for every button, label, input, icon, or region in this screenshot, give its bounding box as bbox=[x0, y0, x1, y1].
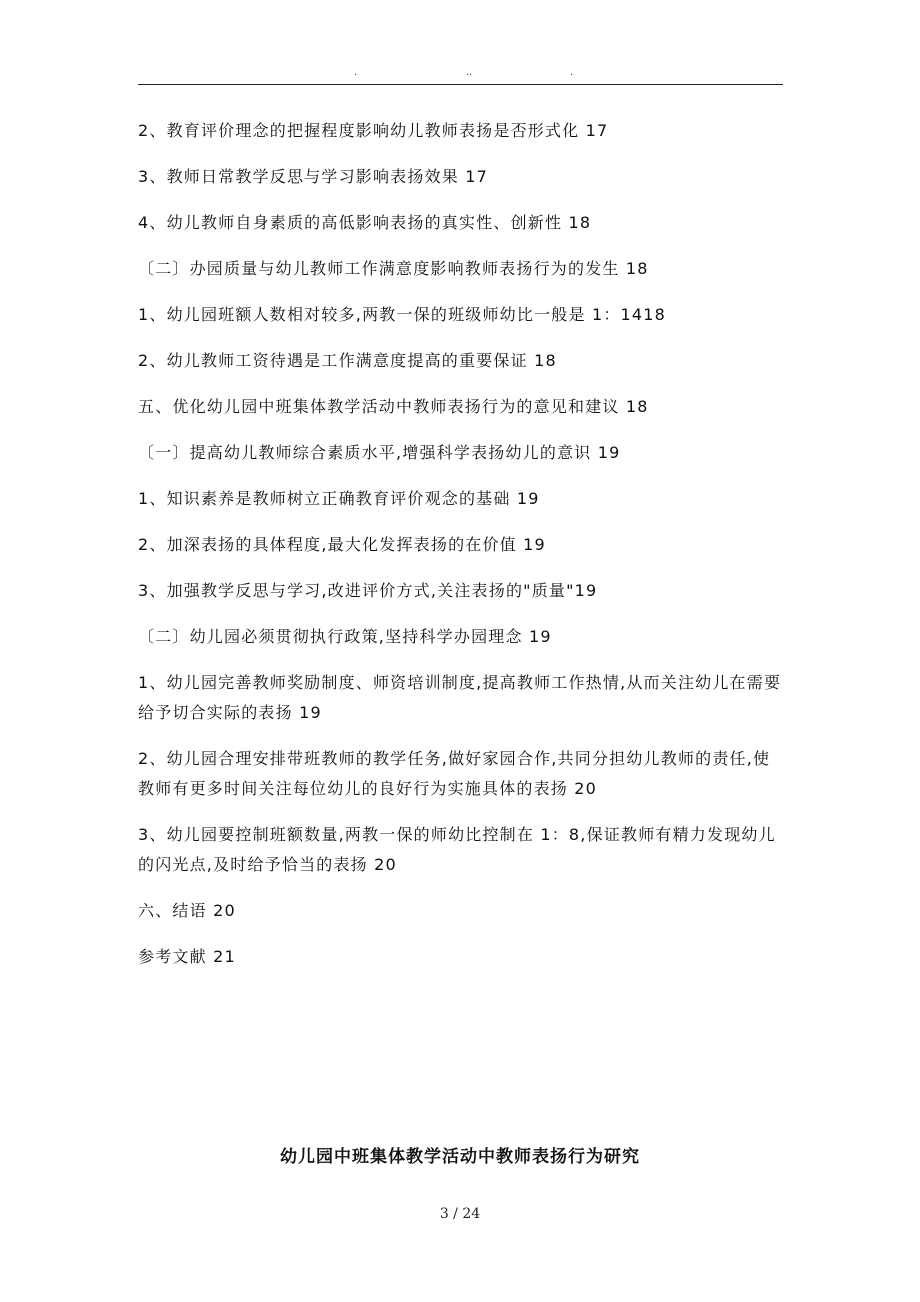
toc-entry: 2、幼儿教师工资待遇是工作满意度提高的重要保证 18 bbox=[138, 351, 557, 370]
header-dot: .. bbox=[466, 67, 473, 78]
toc-entry: 3、加强教学反思与学习,改进评价方式,关注表扬的"质量"19 bbox=[138, 581, 598, 600]
toc-entry: 2、教育评价理念的把握程度影响幼儿教师表扬是否形式化 17 bbox=[138, 121, 609, 140]
header-dot: . bbox=[354, 67, 358, 78]
toc-entry: 1、幼儿园班额人数相对较多,两教一保的班级师幼比一般是 1：1418 bbox=[138, 305, 667, 324]
toc-entry: 〔一〕提高幼儿教师综合素质水平,增强科学表扬幼儿的意识 19 bbox=[138, 443, 621, 462]
toc-entry: 1、知识素养是教师树立正确教育评价观念的基础 19 bbox=[138, 489, 540, 508]
toc-entry: 六、结语 20 bbox=[138, 901, 236, 920]
toc-entry: 参考文献 21 bbox=[138, 947, 236, 966]
toc-entry: 〔二〕办园质量与幼儿教师工作满意度影响教师表扬行为的发生 18 bbox=[138, 259, 649, 278]
toc-entry: 3、幼儿园要控制班额数量,两教一保的师幼比控制在 1：8,保证教师有精力发现幼儿的闪光点,及时给予恰当的表扬 20 bbox=[138, 825, 776, 874]
document-title: 幼儿园中班集体教学活动中教师表扬行为研究 bbox=[280, 1147, 640, 1167]
page-header bbox=[138, 62, 783, 85]
toc-entry: 〔二〕幼儿园必须贯彻执行政策,坚持科学办园理念 19 bbox=[138, 627, 552, 646]
toc-entry: 2、加深表扬的具体程度,最大化发挥表扬的在价值 19 bbox=[138, 535, 546, 554]
toc-entry: 3、教师日常教学反思与学习影响表扬效果 17 bbox=[138, 167, 489, 186]
header-dot: . bbox=[570, 67, 574, 78]
toc-entry: 2、幼儿园合理安排带班教师的教学任务,做好家园合作,共同分担幼儿教师的责任,使教师有更多时间关注每位幼儿的良好行为实施具体的表扬 20 bbox=[138, 749, 771, 798]
toc-entry: 五、优化幼儿园中班集体教学活动中教师表扬行为的意见和建议 18 bbox=[138, 397, 649, 416]
table-of-contents bbox=[138, 116, 783, 988]
page-number: 3 / 24 bbox=[439, 1206, 481, 1222]
toc-entry: 1、幼儿园完善教师奖励制度、师资培训制度,提高教师工作热情,从而关注幼儿在需要给予切合实际的表扬 19 bbox=[138, 673, 782, 722]
toc-entry: 4、幼儿教师自身素质的高低影响表扬的真实性、创新性 18 bbox=[138, 213, 592, 232]
